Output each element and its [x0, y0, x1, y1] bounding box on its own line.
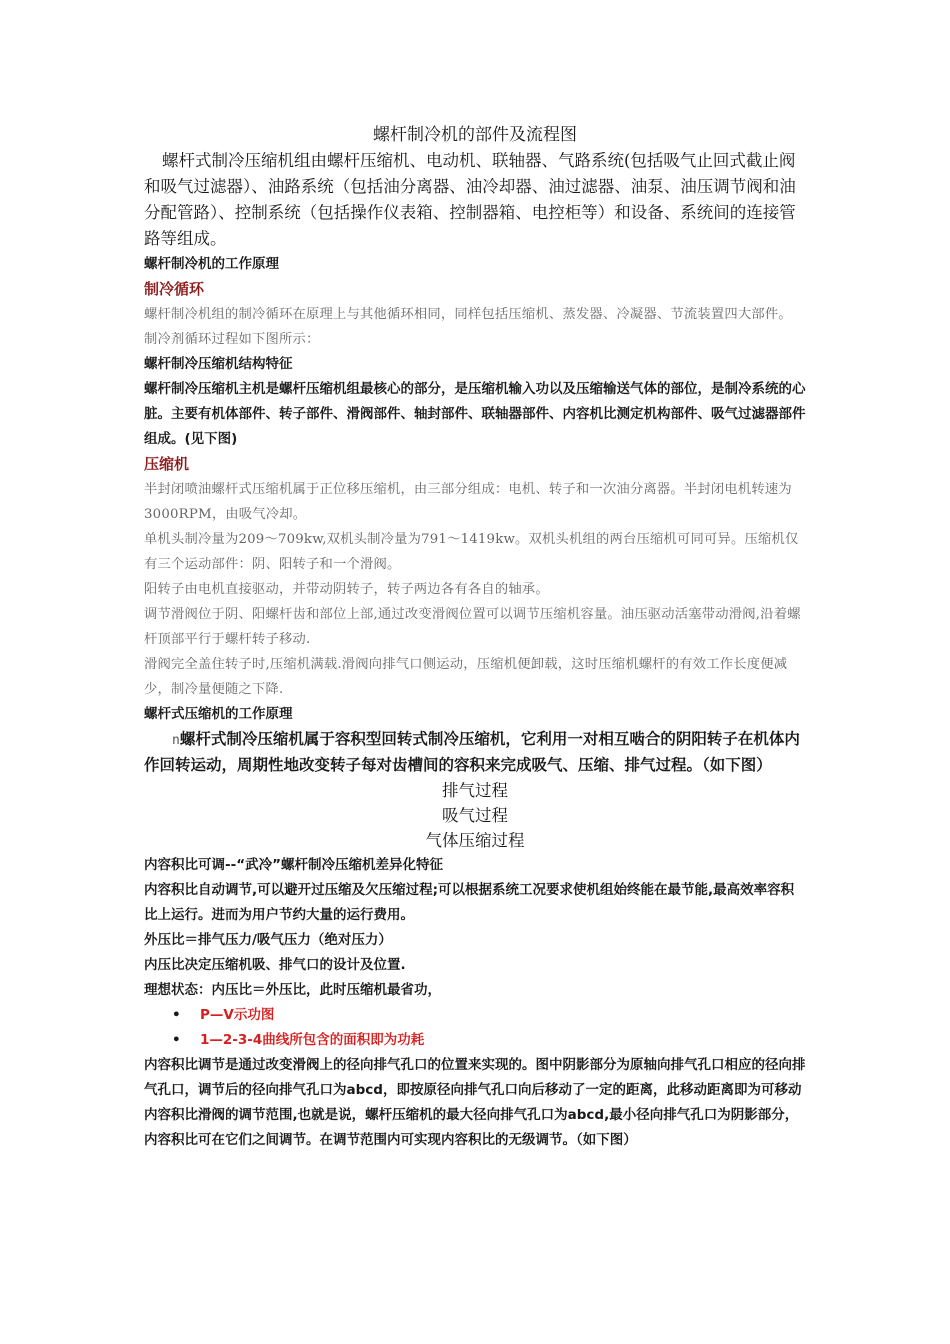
compressor-paragraph: 半封闭喷油螺杆式压缩机属于正位移压缩机，由三部分组成：电机、转子和一次油分离器。半封闭电机转速为3000RPM，由吸气冷却。 [144, 482, 792, 522]
compressor-paragraph: 调节滑阀位于阴、阳螺杆齿和部位上部,通过改变滑阀位置可以调节压缩机容量。油压驱动活塞带动滑阀,沿着螺杆顶部平行于螺杆转子移动. [144, 607, 801, 647]
document-title: 螺杆制冷机的部件及流程图 [373, 125, 577, 145]
volume-paragraph: 内容积比自动调节,可以避开过压缩及欠压缩过程;可以根据系统工况要求使机组始终能在最节能,最高效率容积比上运行。进而为用户节约大量的运行费用。 [144, 882, 795, 923]
heading-compressor-principle: 螺杆式压缩机的工作原理 [144, 706, 293, 722]
bullet-list [144, 1003, 806, 1053]
document-page [144, 118, 806, 1153]
principle-text: 螺杆式制冷压缩机属于容积型回转式制冷压缩机，它利用一对相互啮合的阴阳转子在机体内作回转运动，周期性地改变转子每对齿槽间的容积来完成吸气、压缩、排气过程。（如下图） [144, 730, 800, 774]
heading-volume-ratio: 内容积比可调--“武冷”螺杆制冷压缩机差异化特征 [144, 857, 443, 873]
cycle-paragraph: 螺杆制冷机组的制冷循环在原理上与其他循环相同，同样包括压缩机、蒸发器、冷凝器、节流装置四大部件。 [144, 307, 792, 322]
bullet-icon: • [172, 1032, 181, 1048]
list-marker: n [172, 733, 180, 748]
volume-paragraph: 理想状态：内压比＝外压比，此时压缩机最省功， [144, 982, 441, 998]
principle-paragraph [144, 727, 806, 778]
heading-structure: 螺杆制冷压缩机结构特征 [144, 356, 293, 372]
compressor-paragraph: 阳转子由电机直接驱动，并带动阴转子，转子两边各有各自的轴承。 [144, 582, 549, 597]
section-heading-working-principle: 螺杆制冷机的工作原理 [144, 256, 279, 272]
bullet-text: P—V示功图 [200, 1007, 275, 1023]
cycle-figure-caption: 制冷剂循环过程如下图所示： [144, 332, 320, 347]
list-item [144, 1028, 806, 1053]
process-label-compression: 气体压缩过程 [425, 831, 525, 850]
process-label-suction: 吸气过程 [442, 806, 508, 825]
volume-paragraph: 外压比＝排气压力/吸气压力（绝对压力） [144, 932, 392, 948]
process-label-discharge: 排气过程 [442, 781, 508, 800]
bullet-text: 1—2-3-4曲线所包含的面积即为功耗 [200, 1032, 425, 1048]
final-paragraph: 内容积比调节是通过改变滑阀上的径向排气孔口的位置来实现的。图中阴影部分为原轴向排气孔口相应的径向排气孔口，调节后的径向排气孔口为abcd，即按原径向排气孔口向后移动了一定的距离，此移动距离即为可移动内容积比滑阀的调节范围,也就是说，螺杆压缩机的最大径向排气孔口为abcd,最小径向排气孔口为阴影部分，内容积比可在它们之间调节。在调节范围内可实现内容积比的无级调节。（如下图） [144, 1057, 806, 1148]
heading-compressor: 压缩机 [144, 455, 190, 473]
list-item [144, 1003, 806, 1028]
intro-paragraph: 螺杆式制冷压缩机组由螺杆压缩机、电动机、联轴器、气路系统(包括吸气止回式截止阀和吸气过滤器）、油路系统（包括油分离器、油冷却器、油过滤器、油泵、油压调节阀和油分配管路）、控制系统（包括操作仪表箱、控制器箱、电控柜等）和设备、系统间的连接管路等组成。 [144, 151, 796, 248]
bullet-icon: • [172, 1007, 181, 1023]
volume-paragraph: 内压比决定压缩机吸、排气口的设计及位置. [144, 957, 406, 973]
compressor-paragraph: 滑阀完全盖住转子时,压缩机满载.滑阀向排气口侧运动，压缩机便卸载，这时压缩机螺杆的有效工作长度便减少，制冷量便随之下降. [144, 657, 788, 697]
structure-paragraph: 螺杆制冷压缩机主机是螺杆压缩机组最核心的部分，是压缩机输入功以及压缩输送气体的部位，是制冷系统的心脏。主要有机体部件、转子部件、滑阀部件、轴封部件、联轴器部件、内容机比测定机构部件、吸气过滤器部件组成。(见下图) [144, 381, 806, 447]
compressor-paragraph: 单机头制冷量为209～709kw,双机头制冷量为791～1419kw。双机头机组的两台压缩机可同可异。压缩机仅有三个运动部件：阴、阳转子和一个滑阀。 [144, 532, 799, 572]
heading-refrigeration-cycle: 制冷循环 [144, 280, 205, 298]
